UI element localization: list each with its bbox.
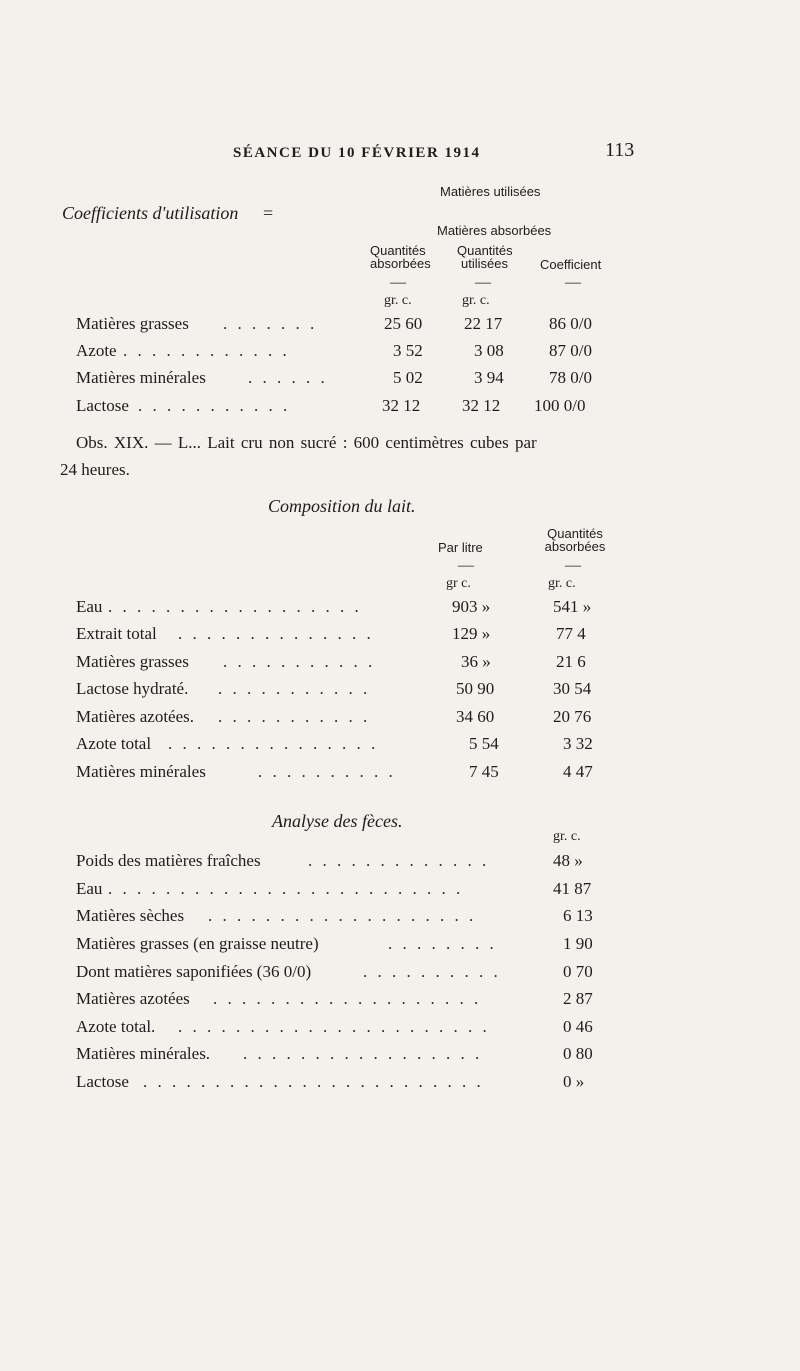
coef-row <box>0 341 800 367</box>
coef-row <box>0 368 800 394</box>
row-label: Matières grasses (en graisse neutre) <box>76 934 319 953</box>
feces-value: 0 80 <box>563 1044 593 1063</box>
used-value: 32 12 <box>462 396 501 415</box>
leader-dots: . . . . . . . . . . . . . . . <box>168 734 379 753</box>
milk-row <box>0 707 800 733</box>
feces-row <box>0 1072 800 1098</box>
equals-sign: = <box>263 203 274 223</box>
feces-value: 6 13 <box>563 906 593 925</box>
row-label: Eau <box>76 597 103 616</box>
coefficient-value: 86 0/0 <box>549 314 592 333</box>
unit-label: gr. c. <box>462 293 490 308</box>
dash: — <box>565 557 581 574</box>
row-label: Eau <box>76 879 103 898</box>
absorbed-value: 21 6 <box>556 652 586 671</box>
leader-dots: . . . . . . . . . . . . . . . . . . . <box>213 989 482 1008</box>
feces-row <box>0 1017 800 1043</box>
milk-title: Composition du lait. <box>268 496 416 516</box>
feces-value: 0 70 <box>563 962 593 981</box>
leader-dots: . . . . . . <box>248 368 328 387</box>
running-header: SÉANCE DU 10 FÉVRIER 1914 <box>233 145 481 161</box>
per-litre-value: 5 54 <box>469 734 499 753</box>
leader-dots: . . . . . . . . . . <box>363 962 501 981</box>
absorbed-value: 32 12 <box>382 396 421 415</box>
per-litre-value: 50 90 <box>456 679 495 698</box>
fraction-denominator: Matières absorbées <box>437 223 552 238</box>
row-label: Azote total <box>76 734 152 753</box>
leader-dots: . . . . . . . . . . . <box>138 396 291 415</box>
leader-dots: . . . . . . . <box>223 314 318 333</box>
col-header-coefficient: Coefficient <box>540 257 602 272</box>
feces-title: Analyse des fèces. <box>272 811 403 831</box>
row-label: Azote <box>76 341 117 360</box>
milk-row <box>0 679 800 705</box>
row-label: Lactose <box>76 396 129 415</box>
used-value: 3 94 <box>474 368 504 387</box>
milk-row <box>0 762 800 788</box>
absorbed-value: 3 52 <box>393 341 423 360</box>
used-value: 22 17 <box>464 314 503 333</box>
coefficients-title: Coefficients d'utilisation <box>62 203 239 223</box>
leader-dots: . . . . . . . . . . . . . . . . . . . . . . <box>178 1017 490 1036</box>
absorbed-value: 30 54 <box>553 679 592 698</box>
feces-value: 2 87 <box>563 989 593 1008</box>
row-label: Dont matières saponifiées (36 0/0) <box>76 962 312 981</box>
leader-dots: . . . . . . . . . . . . . . . . . <box>243 1044 483 1063</box>
per-litre-value: 903 » <box>452 597 491 616</box>
row-label: Azote total. <box>76 1017 156 1036</box>
row-label: Matières grasses <box>76 314 189 333</box>
per-litre-value: 129 » <box>452 624 491 643</box>
leader-dots: . . . . . . . . . . . . . <box>308 851 490 870</box>
feces-row <box>0 906 800 932</box>
absorbed-value: 541 » <box>553 597 592 616</box>
leader-dots: . . . . . . . . . . . <box>223 652 376 671</box>
feces-row <box>0 934 800 960</box>
observation-line-2: 24 heures. <box>60 460 130 479</box>
unit-label: gr. c. <box>384 293 412 308</box>
col-header-used: Quantités utilisées <box>457 243 513 271</box>
row-label: Poids des matières fraîches <box>76 851 261 870</box>
feces-value: 48 » <box>553 851 583 870</box>
per-litre-value: 7 45 <box>469 762 499 781</box>
feces-value: 1 90 <box>563 934 593 953</box>
row-label: Matières sèches <box>76 906 185 925</box>
coefficient-value: 78 0/0 <box>549 368 592 387</box>
absorbed-value: 25 60 <box>384 314 423 333</box>
leader-dots: . . . . . . . . . . . . . . <box>178 624 374 643</box>
feces-row <box>0 879 800 905</box>
absorbed-value: 20 76 <box>553 707 592 726</box>
leader-dots: . . . . . . . . . . . . . . . . . . . . . . . . . <box>108 879 464 898</box>
absorbed-value: 5 02 <box>393 368 423 387</box>
unit-label: gr c. <box>446 576 471 591</box>
col-header-per-litre: Par litre <box>438 540 483 555</box>
per-litre-value: 36 » <box>461 652 491 671</box>
col-header-absorbed: Quantités absorbées <box>544 526 606 554</box>
leader-dots: . . . . . . . . . . <box>258 762 396 781</box>
leader-dots: . . . . . . . . . . . <box>218 707 371 726</box>
dash: — <box>475 274 491 291</box>
feces-row <box>0 851 800 877</box>
leader-dots: . . . . . . . . . . . . <box>123 341 290 360</box>
leader-dots: . . . . . . . . <box>388 934 497 953</box>
absorbed-value: 77 4 <box>556 624 586 643</box>
row-label: Matières azotées <box>76 989 190 1008</box>
row-label: Matières minérales <box>76 762 206 781</box>
row-label: Lactose hydraté. <box>76 679 189 698</box>
milk-row <box>0 734 800 760</box>
milk-row <box>0 597 800 623</box>
unit-label: gr. c. <box>553 829 581 844</box>
feces-row <box>0 989 800 1015</box>
milk-row <box>0 624 800 650</box>
milk-row <box>0 652 800 678</box>
row-label: Matières minérales. <box>76 1044 211 1063</box>
leader-dots: . . . . . . . . . . . . . . . . . . . . . . . . <box>143 1072 484 1091</box>
row-label: Matières minérales <box>76 368 206 387</box>
leader-dots: . . . . . . . . . . . <box>218 679 371 698</box>
feces-row <box>0 962 800 988</box>
observation-line-1: Obs. XIX. — L... Lait cru non sucré : 600 centimètres cubes par <box>76 433 537 452</box>
feces-value: 0 46 <box>563 1017 593 1036</box>
fraction-numerator: Matières utilisées <box>440 184 541 199</box>
coefficient-value: 100 0/0 <box>534 396 586 415</box>
dash: — <box>458 557 474 574</box>
dash: — <box>565 274 581 291</box>
page-number: 113 <box>605 139 635 161</box>
coef-row <box>0 396 800 422</box>
leader-dots: . . . . . . . . . . . . . . . . . . <box>108 597 362 616</box>
dash: — <box>390 274 406 291</box>
leader-dots: . . . . . . . . . . . . . . . . . . . <box>208 906 477 925</box>
used-value: 3 08 <box>474 341 504 360</box>
absorbed-value: 3 32 <box>563 734 593 753</box>
row-label: Lactose <box>76 1072 129 1091</box>
row-label: Matières azotées. <box>76 707 194 726</box>
row-label: Extrait total <box>76 624 157 643</box>
per-litre-value: 34 60 <box>456 707 495 726</box>
coefficient-value: 87 0/0 <box>549 341 592 360</box>
absorbed-value: 4 47 <box>563 762 593 781</box>
col-header-absorbed: Quantités absorbées <box>370 243 431 271</box>
unit-label: gr. c. <box>548 576 576 591</box>
feces-value: 0 » <box>563 1072 585 1091</box>
feces-row <box>0 1044 800 1070</box>
coef-row <box>0 314 800 340</box>
feces-value: 41 87 <box>553 879 592 898</box>
row-label: Matières grasses <box>76 652 189 671</box>
